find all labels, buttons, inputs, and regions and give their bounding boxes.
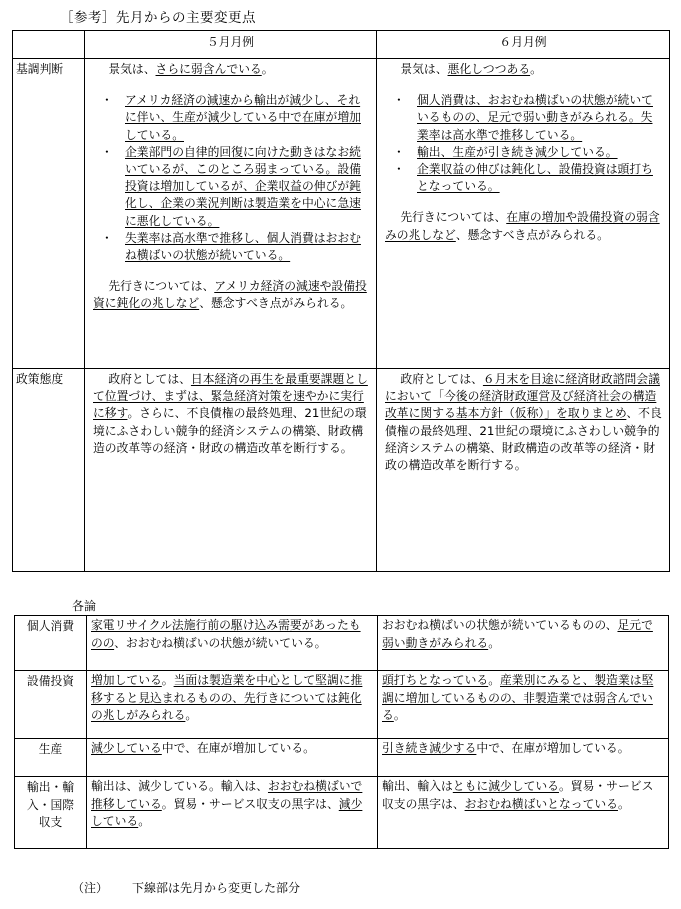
row-label-yushutsu: 輸出・輸 入・国際 収支	[15, 777, 87, 849]
outlook-paragraph: 先行きについては、在庫の増加や設備投資の弱含みの兆しなど、懸念すべき点がみられる。	[385, 210, 660, 242]
main-changes-table	[12, 30, 670, 572]
cell-seisan-june: 引き続き減少する中で、在庫が増加している。	[378, 739, 669, 777]
cell-kichou-may	[85, 59, 377, 369]
cell-setsubi-june: 頭打ちとなっている。産業別にみると、製造業は堅調に増加しているものの、非製造業では弱含んでいる。	[378, 671, 669, 739]
list-item: ・ アメリカ経済の減速から輸出が減少し、それに伴い、生産が減少している中で在庫が増加している。	[101, 93, 361, 142]
cell-kojin-may: 家電リサイクル法施行前の駆け込み需要があったものの、おおむね横ばいの状態が続いている。	[87, 616, 378, 671]
list-item: ・ 企業収益の伸びは鈍化し、設備投資は頭打ちとなっている。	[393, 162, 653, 194]
row-kojin	[15, 616, 669, 671]
cell-yushutsu-may: 輸出は、減少している。輸入は、おおむね横ばいで推移している。貿易・サービス収支の黒字は、減少している。	[87, 777, 378, 849]
list-item: ・ 輸出、生産が引き続き減少している。	[393, 144, 618, 159]
header-june: ６月月例	[377, 31, 670, 59]
cell-kichou-june	[377, 59, 670, 369]
header-row	[13, 31, 670, 59]
cell-seisaku-may	[85, 369, 377, 572]
header-may: ５月月例	[85, 31, 377, 59]
outlook-paragraph: 先行きについては、アメリカ経済の減速や設備投資に鈍化の兆しなど、懸念すべき点がみられる。	[93, 279, 367, 311]
list-item: ・ 企業部門の自律的回復に向けた動きはなお続いているが、このところ弱まっている。設備投資は増加しているが、企業収益の伸びが鈍化し、企業の業況判断は製造業を中心に急速に悪化している。	[101, 144, 361, 228]
row-seisan	[15, 739, 669, 777]
row-yushutsu	[15, 777, 669, 849]
page-title: ［参考］先月からの主要変更点	[60, 10, 256, 26]
cell-seisaku-june	[377, 369, 670, 572]
row-seisaku	[13, 369, 670, 572]
list-item: ・ 個人消費は、おおむね横ばいの状態が続いているものの、足元で弱い動きがみられる。失業率は高水準で推移している。	[393, 93, 653, 142]
policy-paragraph: 政府としては、日本経済の再生を最重要課題として位置づけ、まずは、緊急経済対策を速やかに実行に移す。さらに、不良債権の最終処理、21世紀の環境にふさわしい競争的経済システムの構築、財政構造の改革等の経済・財政の構造改革を断行する。	[93, 372, 368, 455]
row-label-kichou: 基調判断	[13, 59, 85, 369]
policy-paragraph: 政府としては、６月末を目途に経済財政諮問会議において「今後の経済財政運営及び経済社会の構造改革に関する基本方針（仮称）」を取りまとめ、不良債権の最終処理、21世紀の環境にふさわしい競争的経済システムの構築、財政構造の改革等の経済・財政の構造改革を断行する。	[385, 372, 662, 473]
row-label-seisan: 生産	[15, 739, 87, 777]
row-label-kojin: 個人消費	[15, 616, 87, 671]
list-item: ・ 失業率は高水準で推移し、個人消費はおおむね横ばいの状態が続いている。	[101, 230, 361, 263]
footnote: （注） 下線部は先月から変更した部分	[72, 881, 301, 895]
lead-paragraph: 景気は、さらに弱含んでいる。	[108, 62, 274, 76]
section-label-kakuron: 各論	[72, 599, 97, 613]
detail-table	[14, 615, 669, 849]
bullet-list	[385, 92, 664, 195]
row-setsubi	[15, 671, 669, 739]
row-kichou	[13, 59, 670, 369]
cell-seisan-may: 減少している中で、在庫が増加している。	[87, 739, 378, 777]
row-label-seisaku: 政策態度	[13, 369, 85, 572]
lead-paragraph: 景気は、悪化しつつある。	[400, 62, 542, 76]
bullet-list	[93, 92, 371, 264]
cell-setsubi-may: 増加している。当面は製造業を中心として堅調に推移すると見込まれるものの、先行きについては鈍化の兆しがみられる。	[87, 671, 378, 739]
corner-cell	[13, 31, 85, 59]
row-label-setsubi: 設備投資	[15, 671, 87, 739]
cell-yushutsu-june: 輸出、輸入はともに減少している。貿易・サービス収支の黒字は、おおむね横ばいとなっている。	[378, 777, 669, 849]
cell-kojin-june: おおむね横ばいの状態が続いているものの、足元で弱い動きがみられる。	[378, 616, 669, 671]
